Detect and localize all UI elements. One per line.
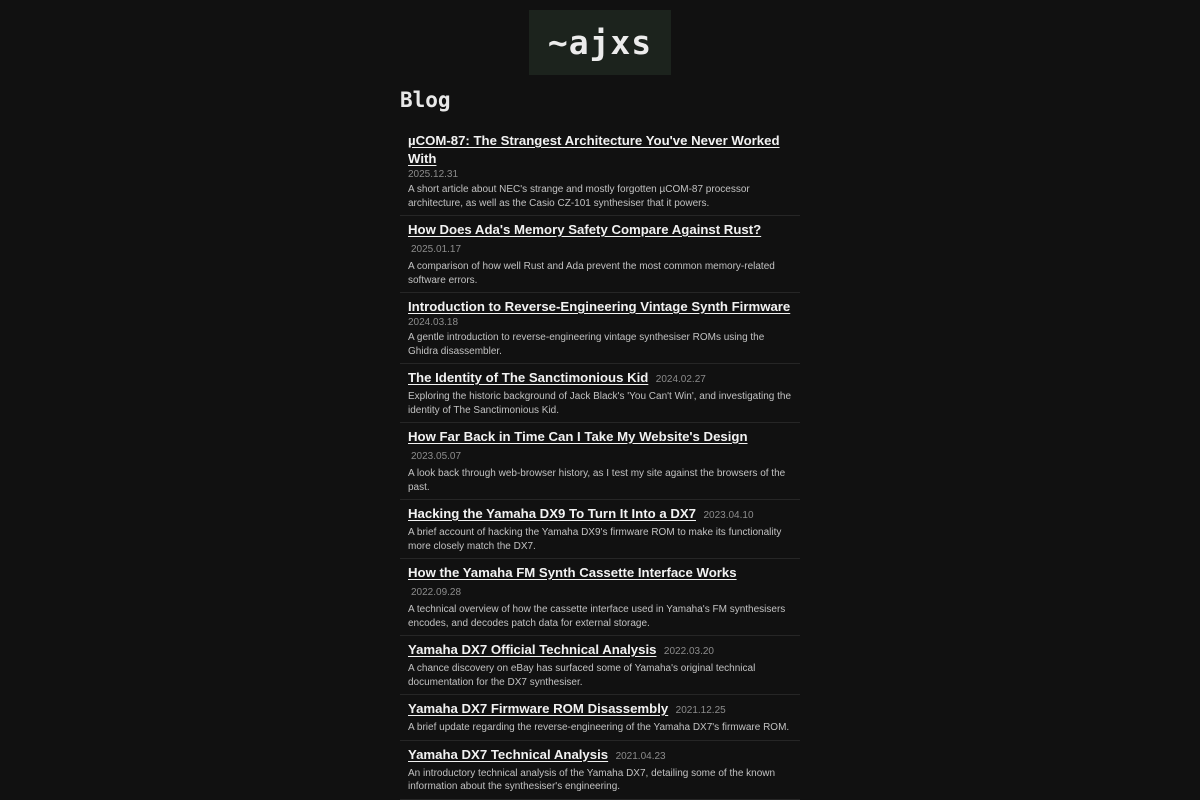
post-date: 2023.04.10 bbox=[703, 510, 754, 521]
post-title-link[interactable]: How the Yamaha FM Synth Cassette Interface Works bbox=[408, 565, 737, 580]
post-date: 2024.03.18 bbox=[408, 317, 459, 328]
post-title-link[interactable]: Yamaha DX7 Official Technical Analysis bbox=[408, 642, 657, 657]
site-logo-link[interactable]: ~ajxs bbox=[529, 10, 671, 75]
post-description: Exploring the historic background of Jack Black's 'You Can't Win', and investigating the identity of The Sanctimonious Kid. bbox=[408, 391, 792, 416]
post-list bbox=[400, 127, 800, 800]
post-date: 2024.02.27 bbox=[655, 374, 706, 385]
post-date: 2022.03.20 bbox=[663, 646, 714, 657]
post-date: 2021.04.23 bbox=[615, 750, 666, 762]
post-title-link[interactable]: Introduction to Reverse-Engineering Vintage Synth Firmware bbox=[408, 299, 791, 314]
post-description: A gentle introduction to reverse-engineering vintage synthesiser ROMs using the Ghidra disassembler. bbox=[408, 332, 765, 357]
post-title-link[interactable]: Yamaha DX7 Firmware ROM Disassembly bbox=[408, 701, 669, 716]
post-item bbox=[400, 216, 800, 293]
post-title-link[interactable]: Yamaha DX7 Technical Analysis bbox=[408, 746, 609, 762]
post-description: A comparison of how well Rust and Ada prevent the most common memory-related software errors. bbox=[408, 261, 775, 286]
post-item bbox=[400, 559, 800, 636]
post-title-link[interactable]: How Far Back in Time Can I Take My Website's Design bbox=[408, 429, 748, 444]
page-title: Blog bbox=[400, 88, 451, 112]
post-date: 2022.09.28 bbox=[411, 587, 462, 598]
post-item bbox=[400, 741, 800, 800]
post-item bbox=[400, 127, 800, 216]
post-title-link[interactable]: How Does Ada's Memory Safety Compare Against Rust? bbox=[408, 222, 762, 237]
post-title-link[interactable]: Hacking the Yamaha DX9 To Turn It Into a DX7 bbox=[408, 506, 696, 521]
post-description: A technical overview of how the cassette interface used in Yamaha's FM synthesisers encodes, and decodes patch data for external storage. bbox=[408, 604, 786, 629]
post-date: 2021.12.25 bbox=[675, 705, 726, 716]
post-date: 2025.01.17 bbox=[411, 244, 462, 255]
post-description: A short article about NEC's strange and mostly forgotten µCOM-87 processor architecture, as well as the Casio CZ-101 synthesiser that it powers. bbox=[408, 184, 750, 209]
post-item bbox=[400, 364, 800, 423]
post-date: 2023.05.07 bbox=[411, 451, 462, 462]
post-item bbox=[400, 423, 800, 500]
post-item bbox=[400, 293, 800, 364]
post-item bbox=[400, 695, 800, 741]
post-date: 2025.12.31 bbox=[408, 169, 459, 180]
post-item bbox=[400, 500, 800, 559]
post-title-link[interactable]: µCOM-87: The Strangest Architecture You've Never Worked With bbox=[408, 133, 780, 166]
post-description: A brief update regarding the reverse-engineering of the Yamaha DX7's firmware ROM. bbox=[408, 722, 790, 733]
post-description: An introductory technical analysis of the Yamaha DX7, detailing some of the known information about the synthesiser's engineering. bbox=[408, 767, 776, 792]
post-title-link[interactable]: The Identity of The Sanctimonious Kid bbox=[408, 370, 649, 385]
post-description: A chance discovery on eBay has surfaced some of Yamaha's original technical documentation for the DX7 synthesiser. bbox=[408, 663, 756, 688]
post-description: A brief account of hacking the Yamaha DX9's firmware ROM to make its functionality more closely match the DX7. bbox=[408, 527, 782, 552]
post-description: A look back through web-browser history, as I test my site against the browsers of the past. bbox=[408, 468, 786, 493]
post-item bbox=[400, 636, 800, 695]
